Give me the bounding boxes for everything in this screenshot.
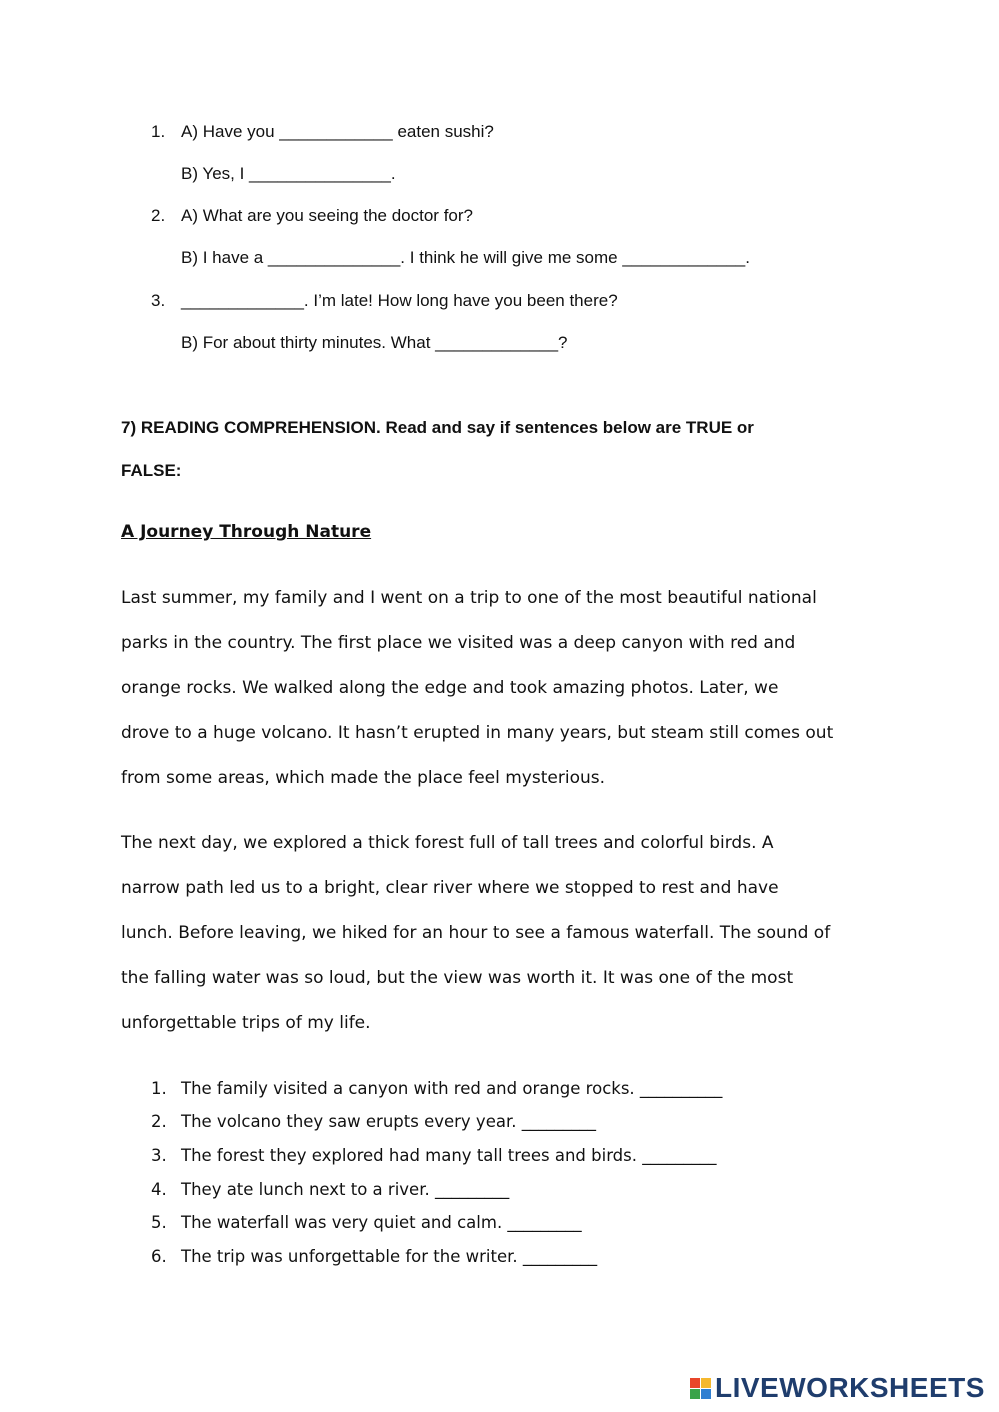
question-text: The forest they explored had many tall trees and birds. _________	[181, 1146, 717, 1165]
question-text: The volcano they saw erupts every year. _________	[181, 1112, 596, 1131]
question-number: 2.	[151, 1112, 167, 1131]
paragraph-line: narrow path led us to a bright, clear river where we stopped to rest and have	[121, 878, 779, 898]
paragraph-line: The next day, we explored a thick forest full of tall trees and colorful birds. A	[121, 833, 774, 853]
logo-grid-icon	[690, 1378, 711, 1399]
question-number: 6.	[151, 1247, 167, 1266]
question-text: The trip was unforgettable for the writer. _________	[181, 1247, 598, 1266]
dialogue-number: 2.	[151, 206, 166, 225]
dialogue-number: 3.	[151, 291, 166, 310]
logo-text: LIVEWORKSHEETS	[715, 1372, 985, 1403]
paragraph-line: orange rocks. We walked along the edge and took amazing photos. Later, we	[121, 678, 779, 698]
paragraph-line: drove to a huge volcano. It hasn’t erupted in many years, but steam still comes out	[121, 723, 834, 743]
logo-square-icon	[690, 1389, 700, 1399]
paragraph-line: unforgettable trips of my life.	[121, 1013, 371, 1033]
logo-square-icon	[690, 1378, 700, 1388]
reading-title: A Journey Through Nature	[121, 522, 372, 542]
dialogue-line-b: B) Yes, I _______________.	[181, 164, 396, 183]
question-text: The waterfall was very quiet and calm. _________	[181, 1213, 582, 1232]
dialogue-line-a: A) Have you ____________ eaten sushi?	[181, 122, 494, 141]
paragraph-line: parks in the country. The first place we visited was a deep canyon with red and	[121, 633, 796, 653]
question-number: 4.	[151, 1180, 167, 1199]
logo-square-icon	[701, 1389, 711, 1399]
paragraph-line: lunch. Before leaving, we hiked for an hour to see a famous waterfall. The sound of	[121, 923, 831, 943]
question-number: 5.	[151, 1213, 167, 1232]
dialogue-line-a: A) What are you seeing the doctor for?	[181, 206, 473, 225]
question-number: 3.	[151, 1146, 167, 1165]
dialogue-line-b: B) I have a ______________. I think he will give me some _____________.	[181, 248, 750, 267]
paragraph-line: from some areas, which made the place feel mysterious.	[121, 768, 606, 788]
dialogue-number: 1.	[151, 122, 166, 141]
question-text: The family visited a canyon with red and orange rocks. __________	[181, 1079, 723, 1098]
liveworksheets-logo	[690, 1372, 985, 1404]
paragraph-line: Last summer, my family and I went on a trip to one of the most beautiful national	[121, 588, 817, 608]
dialogue-line-a: _____________. I’m late! How long have you been there?	[181, 291, 618, 310]
paragraph-line: the falling water was so loud, but the view was worth it. It was one of the most	[121, 968, 794, 988]
dialogue-line-b: B) For about thirty minutes. What _____________?	[181, 333, 568, 352]
logo-square-icon	[701, 1378, 711, 1388]
section-heading: 7) READING COMPREHENSION. Read and say if sentences below are TRUE or	[121, 418, 754, 437]
question-number: 1.	[151, 1079, 167, 1098]
section-heading-cont: FALSE:	[121, 461, 182, 480]
question-text: They ate lunch next to a river. _________	[181, 1180, 510, 1199]
